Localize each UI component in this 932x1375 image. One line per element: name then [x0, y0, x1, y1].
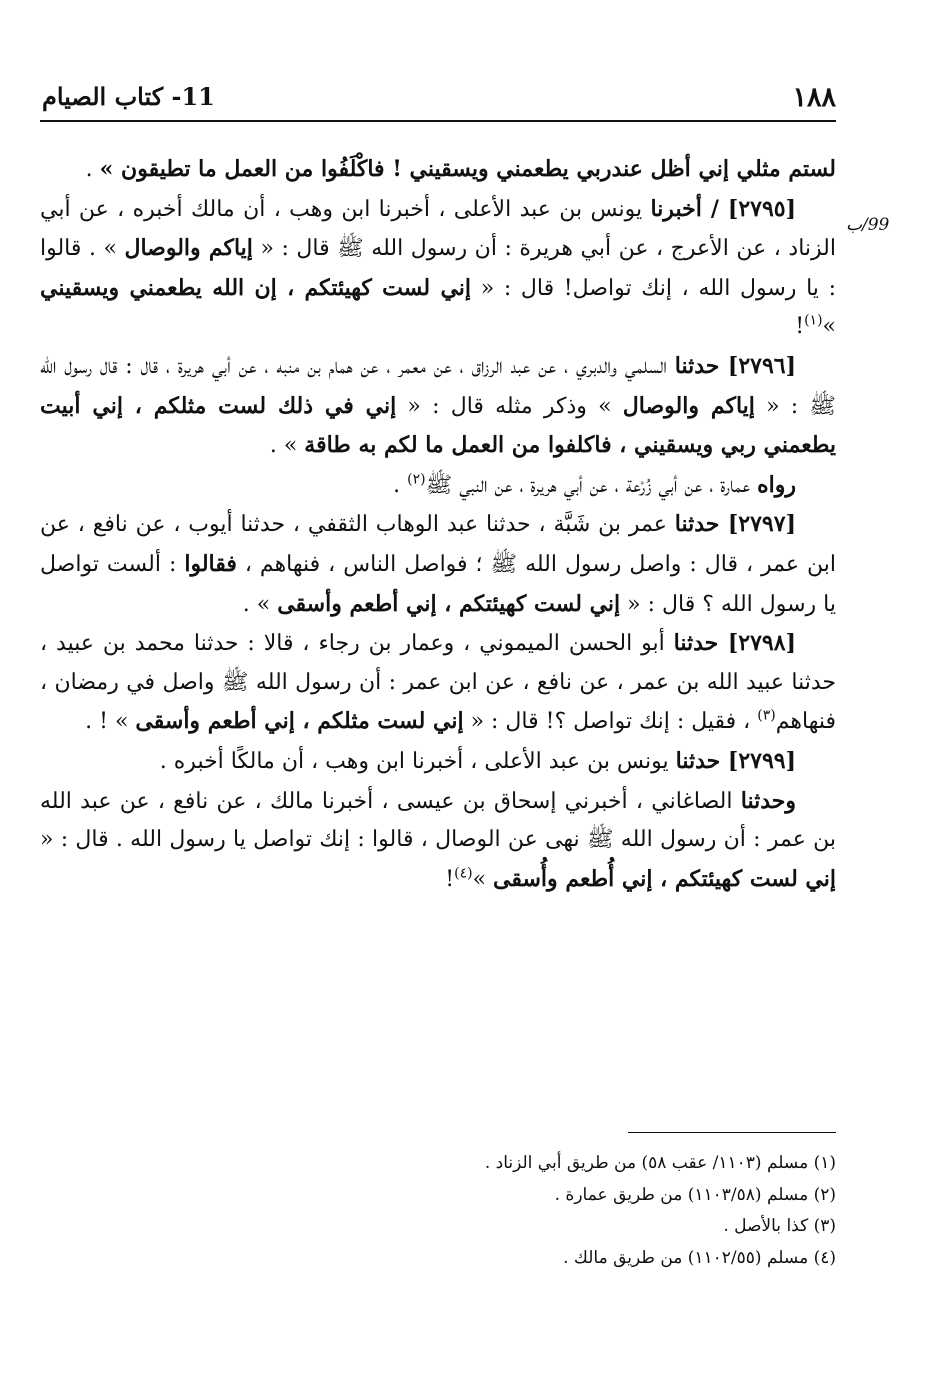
footnote-rule [628, 1132, 836, 1133]
hadith-2799-second-chain [40, 782, 836, 900]
footnote-ref: (١) [804, 313, 823, 330]
bold-text-run: [٢٧٩٩] [720, 747, 796, 774]
text-run: » [472, 866, 494, 892]
bold-text-run: [٢٧٩٨] [718, 630, 796, 657]
text-run: » . [242, 591, 278, 617]
hadith-2796 [40, 347, 836, 466]
bold-text-run: إني لست كهيئتكم ، إني أُطعم وأُسقى [493, 865, 836, 892]
footnote: (٣) كذا بالأصل . [723, 1216, 836, 1236]
bold-text-run: وحدثنا [740, 787, 796, 814]
bold-text-run: [٢٧٩٥] / [701, 195, 796, 222]
text-run: » وذكر مثله قال : « [396, 393, 623, 419]
bold-text-run: إني لست كهيئتكم ، إن الله يطعمني ويسقيني [40, 274, 472, 301]
footnotes [300, 1148, 836, 1274]
page-number: ١٨٨ [792, 82, 836, 113]
hadith-2795 [40, 190, 836, 347]
bold-text-run: حدثنا [675, 747, 721, 774]
text-run: » . [269, 433, 305, 459]
footnote: (٤) مسلم (١١٠٢/٥٥) من طريق مالك . [563, 1247, 836, 1268]
bold-text-run: أخبرنا [650, 195, 702, 222]
text-run: » . قالوا : يا رسول الله ، إنك تواصل! قال : « [40, 236, 836, 301]
text-run: : ألست تواصل يا رسول الله ؟ قال : « [40, 551, 836, 617]
footnote-ref: (٤) [454, 865, 473, 882]
footnote: (٢) مسلم (١١٠٣/٥٨) من طريق عمارة . [554, 1184, 836, 1205]
bold-text-run: إني لست مثلكم ، إني أطعم وأسقى [135, 708, 464, 735]
text-run: ، فقيل : إنك تواصل ؟! قال : « [463, 709, 758, 735]
footnote-ref: (٢) [407, 471, 426, 488]
hadith-2799 [40, 742, 836, 782]
bold-text-run: [٢٧٩٧] [719, 511, 796, 538]
bold-text-run: إني لست كهيئتكم ، إني أطعم وأسقى [277, 590, 621, 617]
page-header [40, 78, 836, 116]
text-run: . [85, 157, 100, 182]
bold-text-run: لستم مثلي إني أظل عندربي يطعمني ويسقيني ! فاكْلَفُوا من العمل ما تطيقون » [99, 156, 836, 182]
bold-text-run: [٢٧٩٦] [719, 352, 796, 379]
header-rule [40, 120, 836, 122]
footnote: (١) مسلم (١١٠٣/ عقب ٥٨) من طريق أبي الزناد . [484, 1153, 836, 1173]
manuscript-folio-note: 99/ب [846, 215, 890, 235]
bold-text-run: إياكم والوصال [124, 235, 253, 262]
bold-text-run: حدثنا [673, 630, 719, 657]
bold-text-run: فقالوا [184, 550, 237, 577]
bold-text-run: رواه [757, 471, 796, 498]
text-run: ! [445, 866, 455, 892]
text-run: » [822, 314, 836, 340]
text-run: عمارة ، عن أبي زُرْعة ، عن أبي هريرة ، عن النبي ﷺ [425, 472, 758, 498]
hadith-2798 [40, 624, 836, 742]
text-run: السلمي والدبري ، عن عبد الرزاق ، عن معمر ، عن همام بن منبه ، عن أبي هريرة ، قال : قال رسول الله ﷺ : « [40, 353, 836, 419]
main-text [40, 150, 836, 899]
hadith-2797 [40, 505, 836, 624]
riwayah-note [40, 466, 836, 506]
paragraph-continuation [40, 150, 836, 190]
text-run: يونس بن عبد الأعلى ، أخبرنا ابن وهب ، أن مالكًا أخبره . [159, 748, 676, 774]
text-run: الصاغاني ، أخبرني إسحاق بن عيسى ، أخبرنا مالك ، عن نافع ، عن عبد الله بن عمر : أن رسول الله ﷺ نهى عن الوصال ، قالوا : إنك تواصل يا رسول الله . قال : « [40, 788, 836, 853]
footnote-ref: (٣) [757, 707, 776, 724]
bold-text-run: حدثنا [674, 511, 720, 538]
bold-text-run: إني في ذلك لست مثلكم ، إني أبيت يطعمني ربي ويسقيني ، فاكلفوا من العمل ما لكم به طاقة [40, 392, 836, 459]
text-run: » ! . [85, 709, 136, 735]
text-run: يونس بن عبد الأعلى ، أخبرنا ابن وهب ، أن مالك أخبره ، عن أبي الزناد ، عن الأعرج ، عن أبي هريرة : أن رسول الله ﷺ قال : « [40, 196, 836, 262]
bold-text-run: حدثنا [674, 352, 720, 379]
text-run: ! [795, 314, 805, 340]
text-run: عمر بن شَبَّة ، حدثنا عبد الوهاب الثقفي ، حدثنا أيوب ، عن نافع ، عن ابن عمر ، قال : واصل رسول الله ﷺ ؛ فواصل الناس ، فنهاهم ، [40, 512, 836, 577]
chapter-title: 11- كتاب الصيام [42, 82, 215, 111]
bold-text-run: إياكم والوصال [622, 392, 755, 419]
text-run: . [393, 472, 408, 498]
text-run: أبو الحسن الميموني ، وعمار بن رجاء ، قالا : حدثنا محمد بن عبيد ، حدثنا عبيد الله بن عمر ، عن نافع ، عن ابن عمر : أن رسول الله ﷺ واصل في رمضان ، فنهاهم [40, 631, 836, 735]
